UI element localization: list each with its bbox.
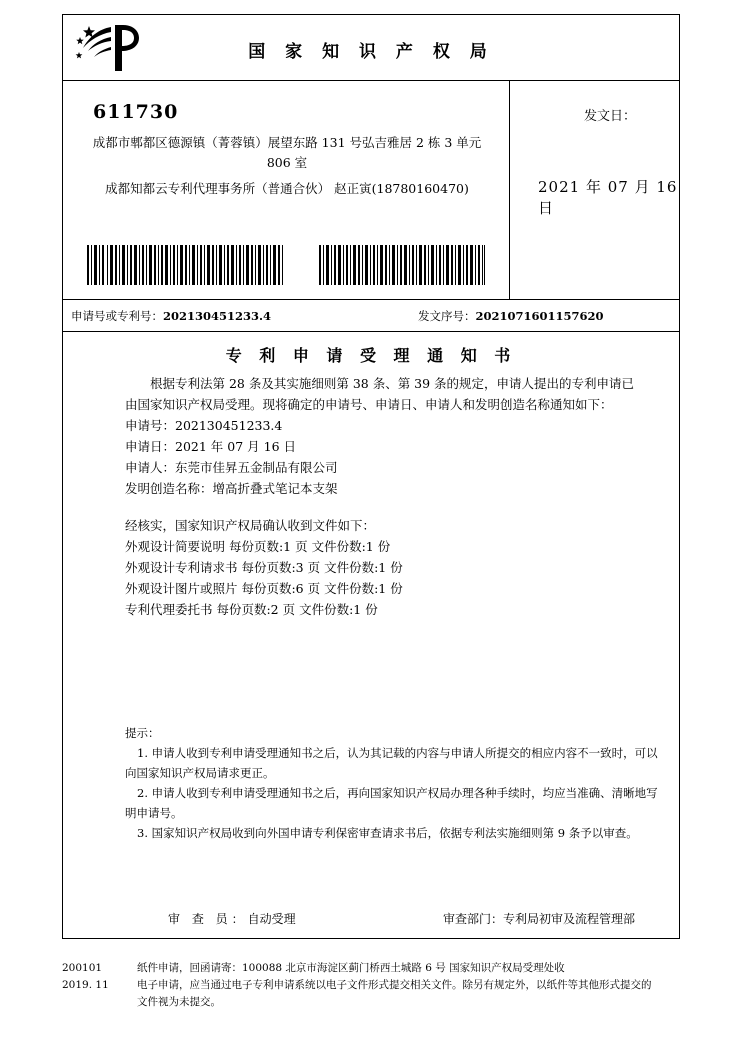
numbers-band — [63, 300, 679, 332]
footer-line-3: 文件视为未提交。 — [137, 996, 221, 1008]
issue-date-cell — [510, 81, 679, 299]
document-number-label: 发文序号： — [418, 309, 476, 323]
examiner-value: 自动受理 — [247, 912, 296, 926]
issue-date-label: 发文日： — [584, 109, 637, 124]
postcode: 611730 — [93, 101, 179, 123]
address-line-1b: 806 室 — [266, 155, 308, 170]
footer-line-2: 电子申请，应当通过电子专利申请系统以电子文件形式提交相关文件。除另有规定外，以纸件等其他形式提交的 — [137, 979, 652, 991]
received-document-3: 外观设计图片或照片 每份页数:6 页 文件份数:1 份 — [125, 581, 403, 596]
footer-codes — [62, 960, 132, 994]
application-barcode — [85, 245, 285, 285]
department-label: 审查部门： — [443, 912, 504, 926]
received-document-4: 专利代理委托书 每份页数:2 页 文件份数:1 份 — [125, 602, 378, 617]
document-body — [125, 373, 635, 620]
hints-label: 提示： — [125, 726, 160, 740]
footer-text — [137, 960, 682, 1011]
address-line-1: 成都市郫都区德源镇（菁蓉镇）展望东路 131 号弘吉雅居 2 栋 3 单元 — [92, 135, 482, 150]
received-document-1: 外观设计简要说明 每份页数:1 页 文件份数:1 份 — [125, 539, 391, 554]
examiner-block — [168, 910, 296, 927]
paragraph-2: 经核实，国家知识产权局确认收到文件如下： — [125, 518, 376, 533]
field-application-date: 申请日：2021 年 07 月 16 日 — [125, 439, 296, 454]
office-title: 国 家 知 识 产 权 局 — [248, 42, 494, 62]
footer-code-1: 200101 — [62, 962, 103, 974]
application-number-value: 202130451233.4 — [163, 309, 272, 323]
body-spacer — [125, 499, 635, 515]
examiner-label: 审 查 员： — [168, 912, 248, 926]
document-number-value: 2021071601157620 — [475, 309, 604, 323]
document-number-row — [418, 308, 604, 324]
received-document-2: 外观设计专利请求书 每份页数:3 页 文件份数:1 份 — [125, 560, 403, 575]
application-number-label: 申请号或专利号： — [71, 309, 163, 323]
header-band — [63, 15, 679, 81]
address-line-2: 成都知都云专利代理事务所（普通合伙） 赵正寅(18780160470) — [105, 181, 469, 196]
hint-item-1: 1. 申请人收到专利申请受理通知书之后，认为其记载的内容与申请人所提交的相应内容不一致时，可以向国家知识产权局请求更正。 — [125, 746, 658, 780]
addressee-lines — [81, 133, 493, 199]
department-value: 专利局初审及流程管理部 — [503, 912, 636, 926]
document-title: 专 利 申 请 受 理 通 知 书 — [225, 346, 517, 365]
department-block — [443, 910, 635, 927]
field-application-number: 申请号：202130451233.4 — [125, 418, 283, 433]
hint-item-2: 2. 申请人收到专利申请受理通知书之后，再向国家知识产权局办理各种手续时，均应当准确、清晰地写明申请号。 — [125, 786, 658, 820]
field-applicant: 申请人：东莞市佳昇五金制品有限公司 — [125, 460, 338, 475]
hints-section — [125, 723, 665, 843]
footer-code-2: 2019. 11 — [62, 979, 109, 991]
application-number-row — [71, 308, 271, 324]
address-band — [63, 81, 679, 300]
document-barcode — [318, 245, 486, 285]
hint-item-3: 3. 国家知识产权局收到向外国申请专利保密审查请求书后，依据专利法实施细则第 9 条予以审查。 — [137, 826, 638, 840]
field-invention-title: 发明创造名称：增高折叠式笔记本支架 — [125, 481, 338, 496]
notice-frame — [62, 14, 680, 939]
paragraph-1: 根据专利法第 28 条及其实施细则第 38 条、第 39 条的规定，申请人提出的专利申请已由国家知识产权局受理。现将确定的申请号、申请日、申请人和发明创造名称通知如下： — [125, 376, 635, 412]
footer-line-1: 纸件申请，回函请寄：100088 北京市海淀区蓟门桥西土城路 6 号 国家知识产权局受理处收 — [137, 962, 565, 974]
issue-date-value: 2021 年 07 月 16 日 — [538, 178, 678, 217]
